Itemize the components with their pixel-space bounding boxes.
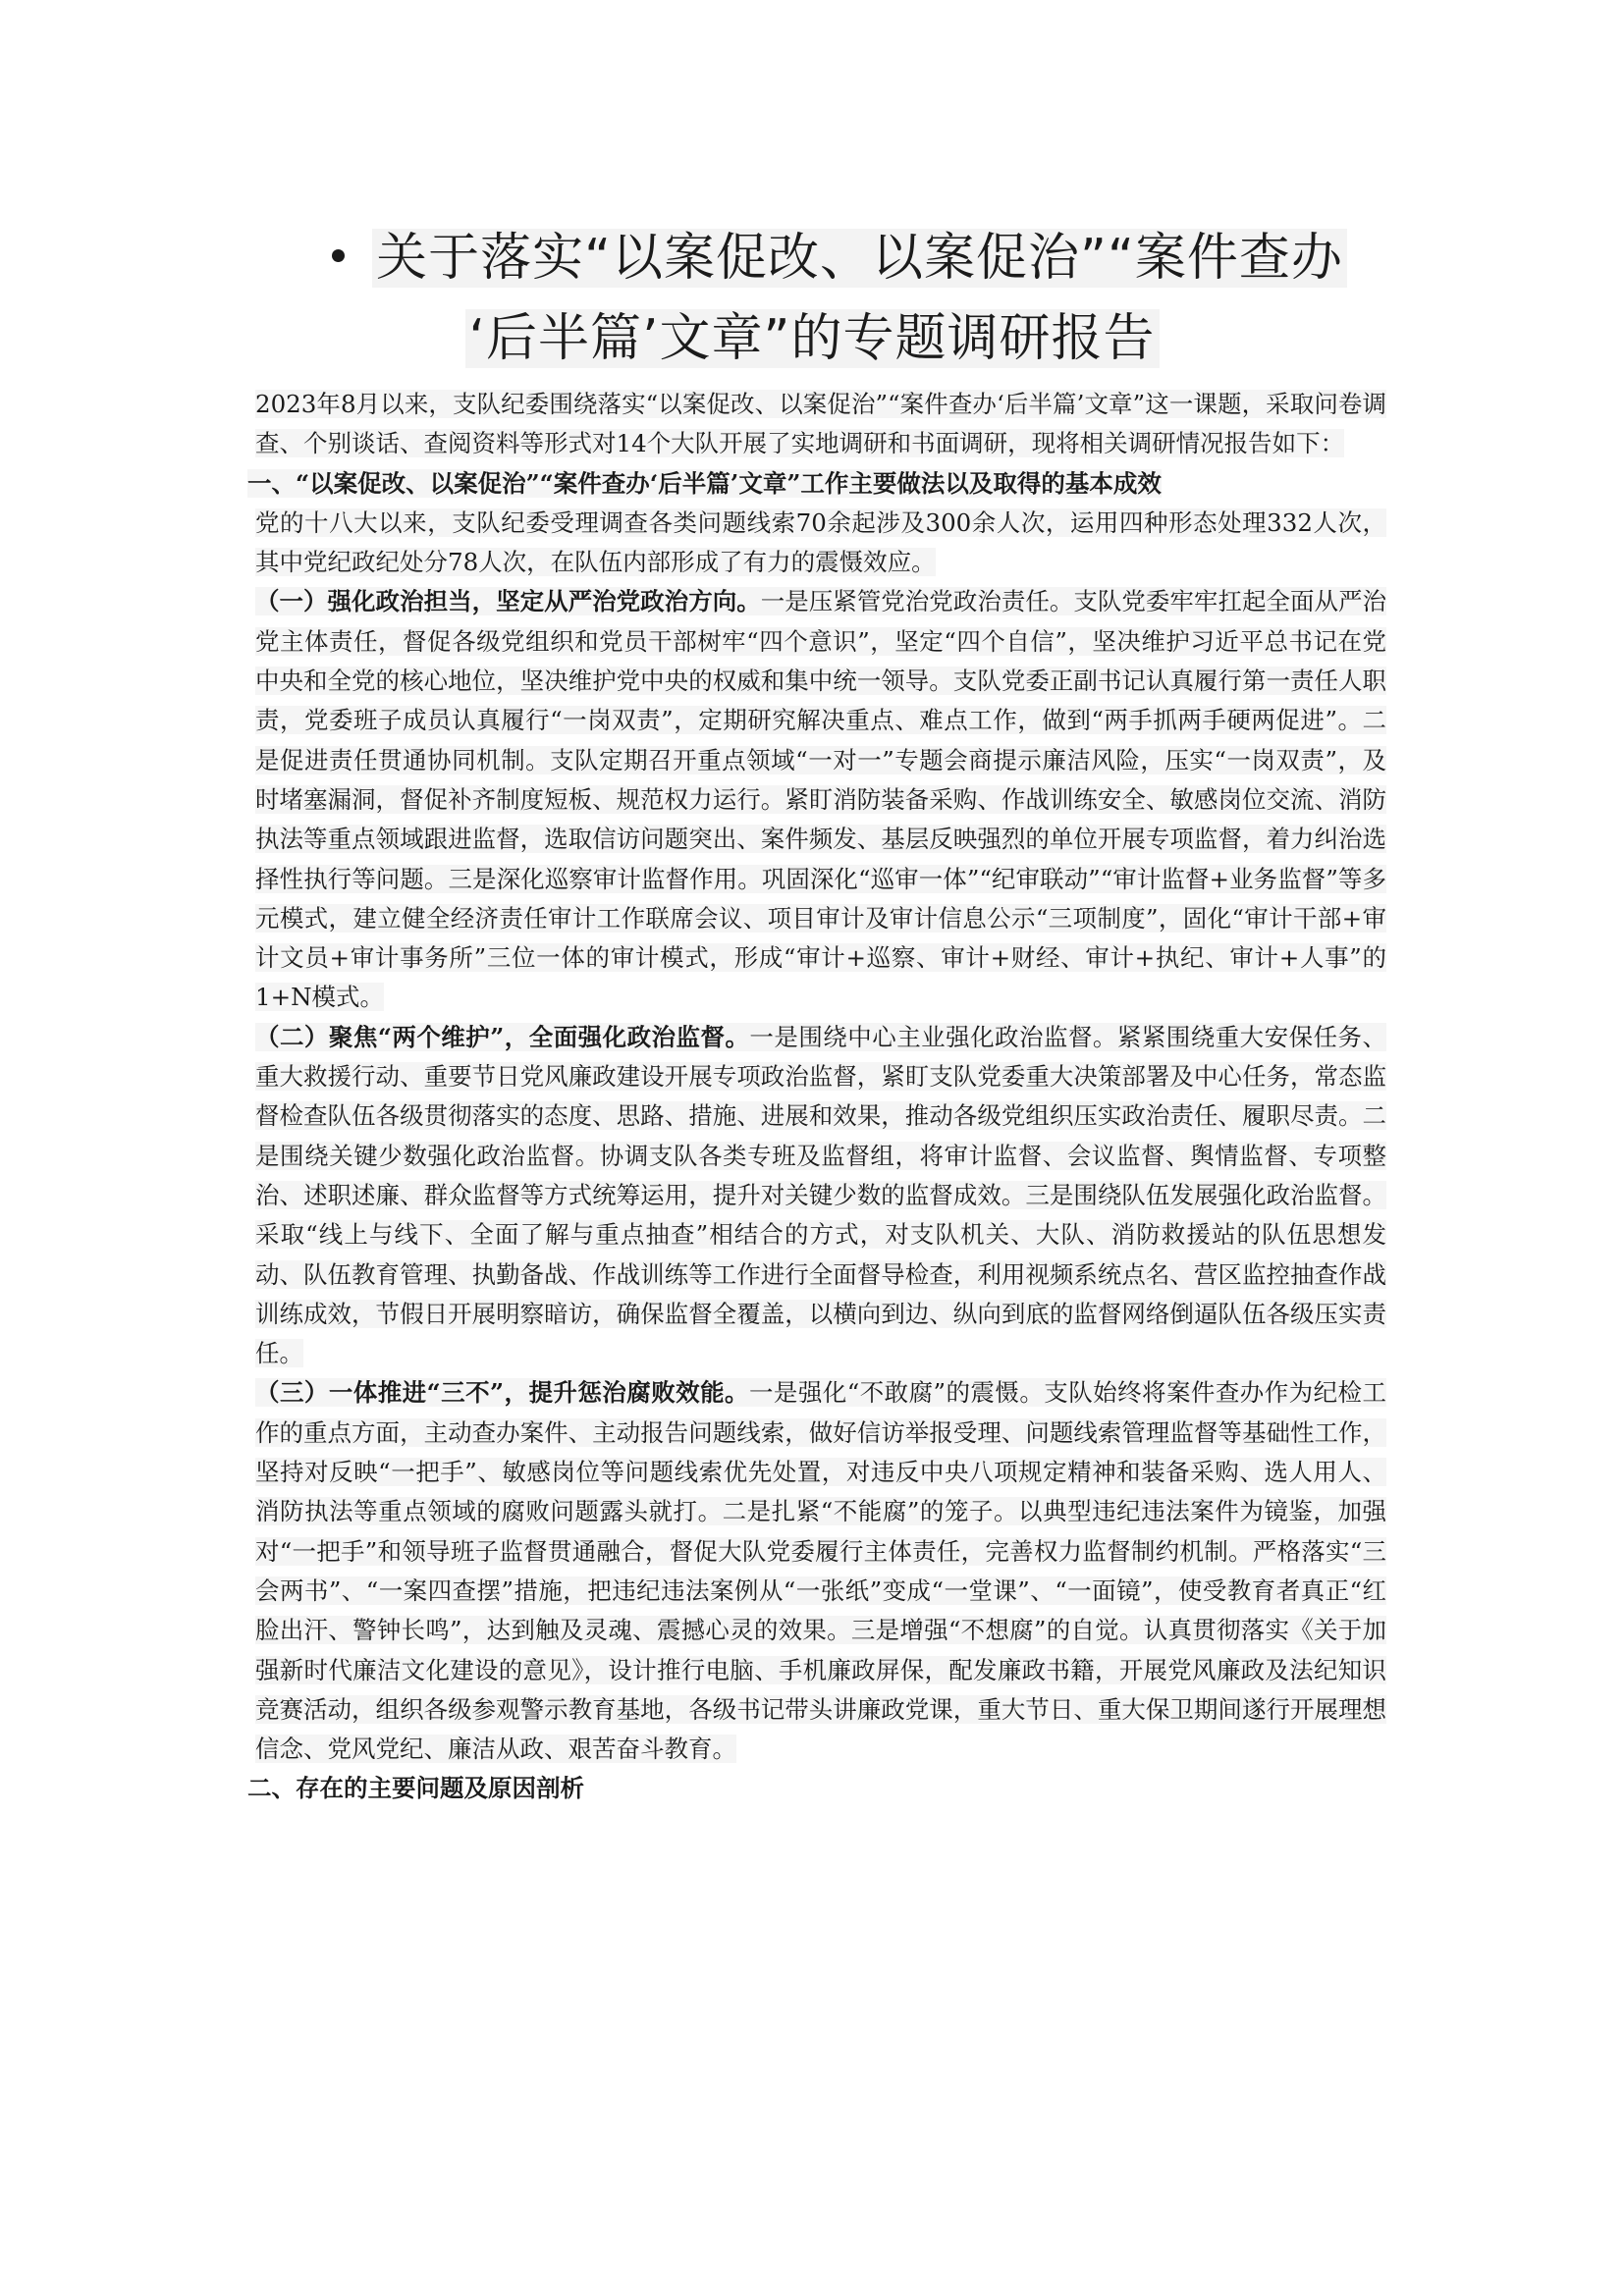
section-2-heading bbox=[247, 1769, 1386, 1808]
bullet-icon bbox=[332, 249, 345, 262]
title-line-2 bbox=[0, 298, 1624, 379]
subsection-3 bbox=[247, 1373, 1386, 1769]
subsection-2 bbox=[247, 1018, 1386, 1374]
document-body bbox=[247, 385, 1386, 1809]
subsection-2-body: 一是围绕中心主业强化政治监督。紧紧围绕重大安保任务、重大救援行动、重要节日党风廉政建设开展专项政治监督，紧盯支队党委重大决策部署及中心任务，常态监督检查队伍各级贯彻落实的态度、思路、措施、进展和效果，推动各级党组织压实政治责任、履职尽责。二是围绕关键少数强化政治监督。协调支队各类专班及监督组，将审计监督、会议监督、舆情监督、专项整治、述职述廉、群众监督等方式统筹运用，提升对关键少数的监督成效。三是围绕队伍发展强化政治监督。采取“线上与线下、全面了解与重点抽查”相结合的方式，对支队机关、大队、消防救援站的队伍思想发动、队伍教育管理、执勤备战、作战训练等工作进行全面督导检查，利用视频系统点名、营区监控抽查作战训练成效，节假日开展明察暗访，确保监督全覆盖，以横向到边、纵向到底的监督网络倒逼队伍各级压实责任。 bbox=[255, 1022, 1387, 1368]
section-1-heading-text: 一、“以案促改、以案促治”“案件查办‘后半篇’文章”工作主要做法以及取得的基本成效 bbox=[247, 468, 1162, 498]
title-line-1 bbox=[0, 218, 1624, 298]
section-2-heading-text: 二、存在的主要问题及原因剖析 bbox=[247, 1774, 584, 1803]
section-1-summary bbox=[247, 504, 1386, 583]
subsection-1-title: （一）强化政治担当，坚定从严治党政治方向。 bbox=[255, 587, 761, 616]
subsection-1-body: 一是压紧管党治党政治责任。支队党委牢牢扛起全面从严治党主体责任，督促各级党组织和党员干部树牢“四个意识”，坚定“四个自信”，坚决维护习近平总书记在党中央和全党的核心地位，坚决维护党中央的权威和集中统一领导。支队党委正副书记认真履行第一责任人职责，党委班子成员认真履行“一岗双责”，定期研究解决重点、难点工作，做到“两手抓两手硬两促进”。二是促进责任贯通协同机制。支队定期召开重点领域“一对一”专题会商提示廉洁风险，压实“一岗双责”，及时堵塞漏洞，督促补齐制度短板、规范权力运行。紧盯消防装备采购、作战训练安全、敏感岗位交流、消防执法等重点领域跟进监督，选取信访问题突出、案件频发、基层反映强烈的单位开展专项监督，着力纠治选择性执行等问题。三是深化巡察审计监督作用。巩固深化“巡审一体”“纪审联动”“审计监督+业务监督”等多元模式，建立健全经济责任审计工作联席会议、项目审计及审计信息公示“三项制度”，固化“审计干部+审计文员+审计事务所”三位一体的审计模式，形成“审计+巡察、审计+财经、审计+执纪、审计+人事”的1+N模式。 bbox=[255, 587, 1387, 1012]
subsection-3-body: 一是强化“不敢腐”的震慑。支队始终将案件查办作为纪检工作的重点方面，主动查办案件、主动报告问题线索，做好信访举报受理、问题线索管理监督等基础性工作，坚持对反映“一把手”、敏感岗位等问题线索优先处置，对违反中央八项规定精神和装备采购、选人用人、消防执法等重点领域的腐败问题露头就打。二是扎紧“不能腐”的笼子。以典型违纪违法案件为镜鉴，加强对“一把手”和领导班子监督贯通融合，督促大队党委履行主体责任，完善权力监督制约机制。严格落实“三会两书”、“一案四查摆”措施，把违纪违法案例从“一张纸”变成“一堂课”、“一面镜”，使受教育者真正“红脸出汗、警钟长鸣”，达到触及灵魂、震撼心灵的效果。三是增强“不想腐”的自觉。认真贯彻落实《关于加强新时代廉洁文化建设的意见》，设计推行电脑、手机廉政屏保，配发廉政书籍，开展党风廉政及法纪知识竞赛活动，组织各级参观警示教育基地，各级书记带头讲廉政党课，重大节日、重大保卫期间遂行开展理想信念、党风党纪、廉洁从政、艰苦奋斗教育。 bbox=[255, 1378, 1386, 1764]
section-1-summary-text: 党的十八大以来，支队纪委受理调查各类问题线索70余起涉及300余人次，运用四种形态处理332人次，其中党纪政纪处分78人次，在队伍内部形成了有力的震慑效应。 bbox=[255, 507, 1386, 577]
subsection-3-title: （三）一体推进“三不”，提升惩治腐败效能。 bbox=[255, 1378, 749, 1408]
title-line-2-text: ‘后半篇’文章”的专题调研报告 bbox=[465, 309, 1160, 368]
document-title bbox=[0, 218, 1624, 379]
intro-text: 2023年8月以来，支队纪委围绕落实“以案促改、以案促治”“案件查办‘后半篇’文章”这一课题，采取问卷调查、个别谈话、查阅资料等形式对14个大队开展了实地调研和书面调研，现将相关调研情况报告如下： bbox=[255, 390, 1386, 458]
intro-paragraph bbox=[247, 385, 1386, 464]
title-line-1-text: 关于落实“以案促改、以案促治”“案件查办 bbox=[372, 229, 1347, 288]
subsection-2-title: （二）聚焦“两个维护”，全面强化政治监督。 bbox=[255, 1022, 750, 1051]
subsection-1 bbox=[247, 582, 1386, 1017]
section-1-heading bbox=[247, 464, 1386, 504]
